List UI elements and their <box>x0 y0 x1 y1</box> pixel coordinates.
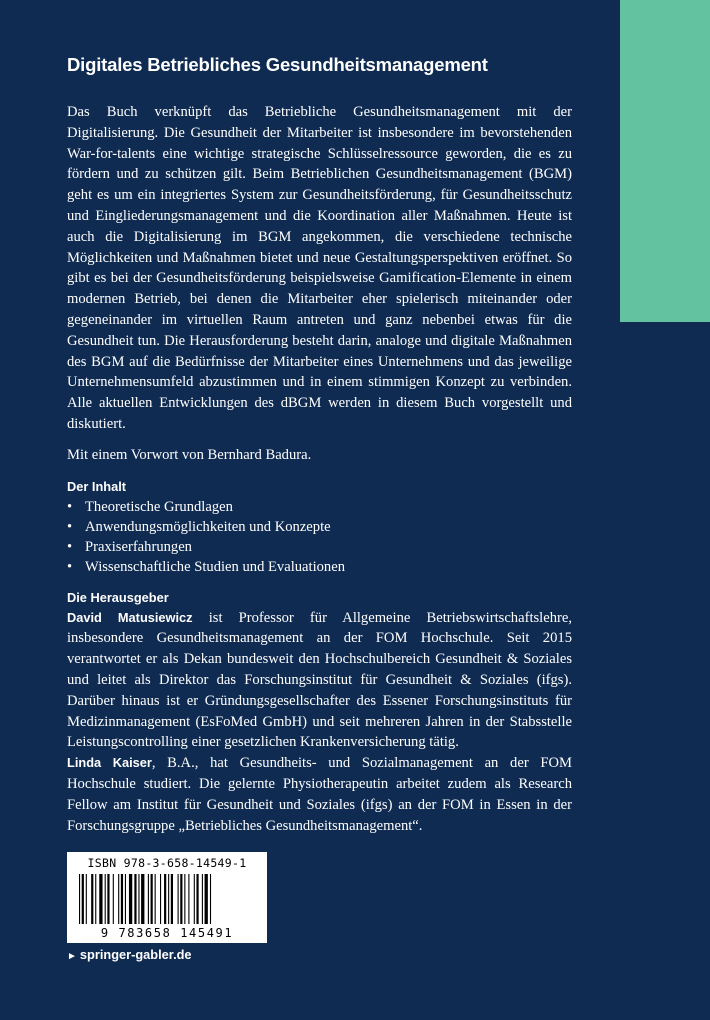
publisher-url <box>67 947 192 962</box>
list-item: • Anwendungsmöglichkeiten und Konzepte <box>67 518 331 535</box>
contents-list <box>67 497 572 577</box>
book-title: Digitales Betriebliches Gesundheitsmanagement <box>67 54 488 75</box>
bullet-icon: • <box>67 538 73 555</box>
editors-heading: Die Herausgeber <box>67 589 169 605</box>
foreword-note: Mit einem Vorwort von Bernhard Badura. <box>67 446 312 463</box>
editor-bio-matusiewicz: David Matusiewicz ist Professor für Allgemeine Betriebswirtschaftslehre, insbesondere Gesundheitsmanagement an der FOM Hochschule. Seit 2015 verantwortet er als Dekan bundesweit den Hochschulbereich Gesundheit & Soziales und leitet als Direktor das Forschungsinstitut für Gesundheit & Soziales (ifgs). Darüber hinaus ist er Gründungsgesellschafter des Essener Forschungsinstituts für Medizinmanagement (EsFoMed GmbH) und seit mehreren Jahren in der Stabsstelle Leistungscontrolling einer gesetzlichen Krankenversicherung tätig. <box>67 609 572 751</box>
contents-heading: Der Inhalt <box>67 478 127 494</box>
barcode-bars-icon <box>79 874 255 924</box>
isbn-barcode <box>67 852 267 943</box>
arrow-right-icon: ► <box>67 951 77 962</box>
list-item: • Wissenschaftliche Studien und Evaluationen <box>67 558 346 575</box>
bullet-icon: • <box>67 518 73 535</box>
url-text: springer-gabler.de <box>79 947 192 962</box>
bullet-icon: • <box>67 558 73 575</box>
editor-bio-kaiser: Linda Kaiser, B.A., hat Gesundheits- und Sozialmanagement an der FOM Hochschule studiert. Die gelernte Physiotherapeutin arbeitet zudem als Research Fellow am Institut für Gesundheit und Soziales (ifgs) an der FOM in Essen in der Forschungsgruppe „Betriebliches Gesundheitsmanagement“. <box>67 755 572 834</box>
isbn-label: ISBN 978-3-658-14549-1 <box>87 856 247 870</box>
editor-name: Linda Kaiser <box>67 755 152 771</box>
book-description: Das Buch verknüpft das Betriebliche Gesundheitsmanagement mit der Digitalisierung. Die Gesundheit der Mitarbeiter ist insbesondere im bevorstehenden War-for-talents eine wichtige strategische Schlüsselressource geworden, die es zu fördern und zu schützen gilt. Beim Betrieblichen Gesundheitsmanagement (BGM) geht es um ein integriertes System zur Gesundheitsförderung, für Gesundheitsschutz und Eingliederungsmanagement und die Koordination aller Maßnahmen. Heute ist auch die Digitalisierung im BGM angekommen, die verschiedene technische Möglichkeiten und Maßnahmen bietet und neue Gestaltungsperspektiven eröffnet. So gibt es bei der Gesundheitsförderung beispielsweise Gamification-Elemente in einem modernen Betrieb, bei denen die Mitarbeiter eher spielerisch miteinander oder gegeneinander im virtuellen Raum antreten und ganz nebenbei etwas für die Gesundheit tun. Die Herausforderung besteht darin, analoge und digitale Maßnahmen des BGM auf die Bedürfnisse der Mitarbeiter eines Unternehmens und das jeweilige Unternehmensumfeld abzustimmen und in einem stimmigen Konzept zu verbinden. Alle aktuellen Entwicklungen des dBGM werden in diesem Buch vorgestellt und diskutiert. <box>67 104 572 432</box>
accent-bar <box>620 0 710 322</box>
editor-name: David Matusiewicz <box>67 609 193 625</box>
list-item: • Theoretische Grundlagen <box>67 498 233 515</box>
barcode-digits: 9 783658 145491 <box>100 926 234 940</box>
back-cover-content <box>67 52 572 836</box>
list-item: • Praxiserfahrungen <box>67 538 192 555</box>
bullet-icon: • <box>67 498 73 515</box>
